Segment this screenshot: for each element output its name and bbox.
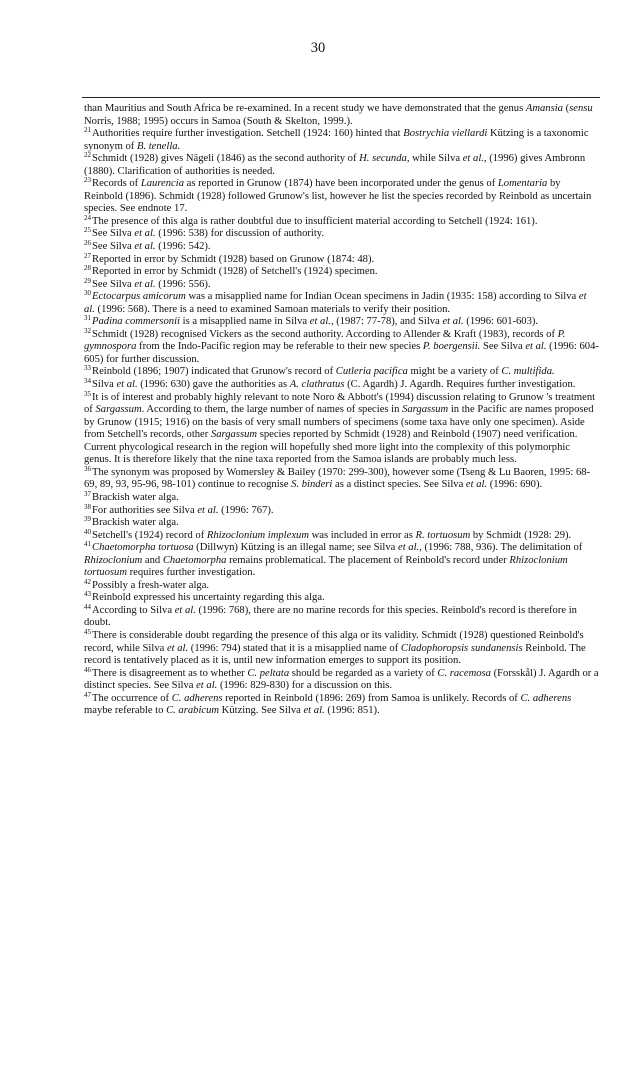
footnote-divider (82, 97, 600, 98)
footnote-marker: 38 (84, 502, 91, 511)
footnote-body: Ectocarpus amicorum was a misapplied name for Indian Ocean specimens in Jadin (1935: 158) according to Silva et al. (1996: 568). There is a need to examined Samoan materials to verify their position. (84, 291, 587, 315)
footnote-47 (84, 690, 600, 718)
footnote-marker: 40 (84, 527, 91, 536)
footnote-body: Reinbold expressed his uncertainty regarding this alga. (92, 592, 325, 604)
footnote-marker: 34 (84, 377, 91, 386)
footnote-marker: 46 (84, 665, 91, 674)
footnote-body: See Silva et al. (1996: 556). (92, 278, 211, 290)
footnote-36 (84, 464, 600, 492)
footnote-marker: 29 (84, 276, 91, 285)
footnote-text (84, 577, 600, 593)
footnotes-list (84, 103, 600, 718)
footnote-text (84, 103, 600, 128)
footnote-body: Authorities require further investigation. Setchell (1924: 160) hinted that Bostrychia viellardi Kützing is a taxonomic synonym of B. tenella. (84, 128, 589, 152)
footnote-marker: 31 (84, 314, 91, 323)
footnote-marker: 22 (84, 151, 91, 160)
footnote-text (84, 366, 600, 379)
footnote-body: The synonym was proposed by Womersley & Bailey (1970: 299-300), however some (Tseng & Lu Baoren, 1995: 68-69, 89, 93, 95-96, 98-101) continue to recognise S. binderi as a distinct species. See Silva et al. (1996: 690). (84, 466, 591, 491)
footnote-text (84, 517, 600, 530)
footnote-text (84, 464, 600, 492)
footnote-marker: 44 (84, 602, 91, 611)
footnote-44 (84, 602, 600, 630)
footnote-32 (84, 326, 600, 367)
footnote-45 (84, 627, 600, 668)
footnote-text (84, 178, 600, 216)
footnote-body: According to Silva et al. (1996: 768), there are no marine records for this species. Reinbold's record is therefore in doubt. (84, 604, 577, 629)
footnote-body: The occurrence of C. adherens reported in Reinbold (1896: 269) from Samoa is unlikely. Records of C. adherens maybe referable to C. arabicum Kützing. See Silva et al. (1996: 851). (84, 692, 572, 717)
footnote-body: For authorities see Silva et al. (1996: 767). (92, 504, 274, 516)
footnote-41 (84, 542, 600, 580)
footnote-27 (84, 251, 600, 267)
footnote-marker: 43 (84, 590, 91, 599)
footnote-text (84, 592, 600, 605)
footnote-marker: 26 (84, 239, 91, 248)
footnote-35 (84, 389, 600, 467)
footnote-38 (84, 502, 600, 518)
footnote-text (84, 489, 600, 505)
footnote-body: See Silva et al. (1996: 542). (92, 241, 211, 253)
footnote-marker: 39 (84, 515, 91, 524)
footnote-23 (84, 178, 600, 216)
footnote-43 (84, 592, 600, 605)
footnote-continuation (84, 103, 600, 128)
footnote-text (84, 326, 600, 367)
footnote-body: Reported in error by Schmidt (1928) based on Grunow (1874: 48). (92, 253, 375, 265)
footnote-text (84, 502, 600, 518)
footnote-body: Brackish water alga. (92, 517, 179, 529)
footnote-37 (84, 489, 600, 505)
footnote-text (84, 602, 600, 630)
footnote-text (84, 527, 600, 543)
footnote-body: Schmidt (1928) recognised Vickers as the second authority. According to Allender & Kraft (1983), records of P. gymnospora from the Indo-Pacific region may be referable to their new species P. boergensii. See Silva et al. (1996: 604-605) for further discussion. (84, 328, 599, 365)
footnote-body: Reinbold (1896; 1907) indicated that Grunow's record of Cutleria pacifica might be a variety of C. multifida. (92, 366, 555, 378)
footnote-marker: 41 (84, 540, 91, 549)
footnote-text (84, 291, 600, 316)
footnote-text (84, 389, 600, 467)
footnote-25 (84, 228, 600, 241)
footnote-text (84, 379, 600, 392)
footnote-text (84, 251, 600, 267)
footnote-text (84, 627, 600, 668)
footnote-28 (84, 266, 600, 279)
footnote-39 (84, 517, 600, 530)
footnote-marker: 24 (84, 213, 91, 222)
footnote-text (84, 690, 600, 718)
footnote-marker: 21 (84, 126, 91, 135)
footnote-40 (84, 527, 600, 543)
footnote-text (84, 276, 600, 292)
footnote-body: The presence of this alga is rather doubtful due to insufficient material according to Setchell (1924: 161). (92, 215, 538, 227)
footnote-46 (84, 665, 600, 693)
footnote-body: See Silva et al. (1996: 538) for discussion of authority. (92, 228, 325, 240)
footnote-21 (84, 128, 600, 153)
footnote-body: Chaetomorpha tortuosa (Dillwyn) Kützing is an illegal name; see Silva et al., (1996: 788, 936). The delimitation of Rhizoclonium and Chaetomorpha remains problematical. The placement of Reinbold's record under Rhizoclonium tortuosum requires further investigation. (84, 542, 583, 579)
footnote-body: There is considerable doubt regarding the presence of this alga or its validity. Schmidt (1928) questioned Reinbold's record, while Silva et al. (1996: 794) stated that it is a misapplied name of Cladophoropsis sundanensis Reinbold. The record is tentatively placed as it is, until new information emerges to support its position. (84, 629, 586, 667)
footnote-body: Setchell's (1924) record of Rhizoclonium implexum was included in error as R. tortuosum by Schmidt (1928: 29). (92, 529, 572, 541)
footnote-marker: 42 (84, 577, 91, 586)
footnote-marker: 23 (84, 176, 91, 185)
footnote-body: Silva et al. (1996: 630) gave the authorities as A. clathratus (C. Agardh) J. Agardh. Requires further investigation. (92, 379, 576, 391)
footnote-marker: 32 (84, 326, 91, 335)
footnote-marker: 30 (84, 289, 91, 298)
footnote-body: Reported in error by Schmidt (1928) of Setchell's (1924) specimen. (92, 266, 378, 278)
footnote-marker: 37 (84, 489, 91, 498)
page-number: 30 (310, 40, 326, 56)
footnote-29 (84, 276, 600, 292)
footnote-30 (84, 291, 600, 316)
footnote-marker: 27 (84, 251, 91, 260)
footnote-42 (84, 577, 600, 593)
footnote-body: Possibly a fresh-water alga. (92, 579, 210, 591)
footnote-text (84, 241, 600, 254)
footnote-marker: 36 (84, 464, 91, 473)
footnote-body: Brackish water alga. (92, 491, 179, 503)
footnote-26 (84, 241, 600, 254)
footnote-text (84, 213, 600, 229)
footnote-marker: 35 (84, 389, 91, 398)
footnote-34 (84, 379, 600, 392)
footnote-31 (84, 316, 600, 329)
footnote-text (84, 316, 600, 329)
footnote-body: There is disagreement as to whether C. peltata should be regarded as a variety of C. racemosa (Forsskål) J. Agardh or a distinct species. See Silva et al. (1996: 829-830) for a discussion on this. (84, 667, 599, 692)
footnote-marker: 33 (84, 364, 91, 373)
footnote-24 (84, 213, 600, 229)
footnote-text (84, 153, 600, 178)
footnote-marker: 47 (84, 690, 91, 699)
footnote-body: It is of interest and probably highly relevant to note Noro & Abbott's (1994) discussion relating to Grunow 's treatment of Sargassum. According to them, the large number of names of species in Sargassum in the Pacific are names proposed by Grunow (1915; 1916) on the basis of very small numbers of specimens (some taxa have only one specimen). Aside from Setchell's records, other Sargassum species reported by Schmidt (1928) and Reinbold (1907) need verification. Current phycological research in the region will hopefully shed more light into the complexity of this polymorphic genus. It is therefore likely that the nine taxa reported from the Samoa islands are probably much less. (84, 391, 596, 466)
footnote-body: Padina commersonii is a misapplied name in Silva et al., (1987: 77-78), and Silva et al. (1996: 601-603). (92, 316, 539, 328)
footnote-text (84, 266, 600, 279)
footnote-marker: 28 (84, 264, 91, 273)
footnote-body: Schmidt (1928) gives Nägeli (1846) as the second authority of H. secunda, while Silva et al., (1996) gives Ambronn (1880). Clarification of authorities is needed. (84, 153, 586, 177)
footnote-body: than Mauritius and South Africa be re-examined. In a recent study we have demonstrated that the genus Amansia (sensu Norris, 1988; 1995) occurs in Samoa (South & Skelton, 1999.). (84, 103, 593, 127)
footnote-marker: 45 (84, 627, 91, 636)
footnote-33 (84, 366, 600, 379)
footnote-body: Records of Laurencia as reported in Grunow (1874) have been incorporated under the genus of Lomentaria by Reinbold (1896). Schmidt (1928) followed Grunow's list, however he list the species recorded by Reinbold as uncertain species. See endnote 17. (84, 178, 592, 215)
footnote-text (84, 665, 600, 693)
footnote-text (84, 128, 600, 153)
footnote-text (84, 542, 600, 580)
footnote-marker: 25 (84, 226, 91, 235)
footnote-22 (84, 153, 600, 178)
footnote-text (84, 228, 600, 241)
